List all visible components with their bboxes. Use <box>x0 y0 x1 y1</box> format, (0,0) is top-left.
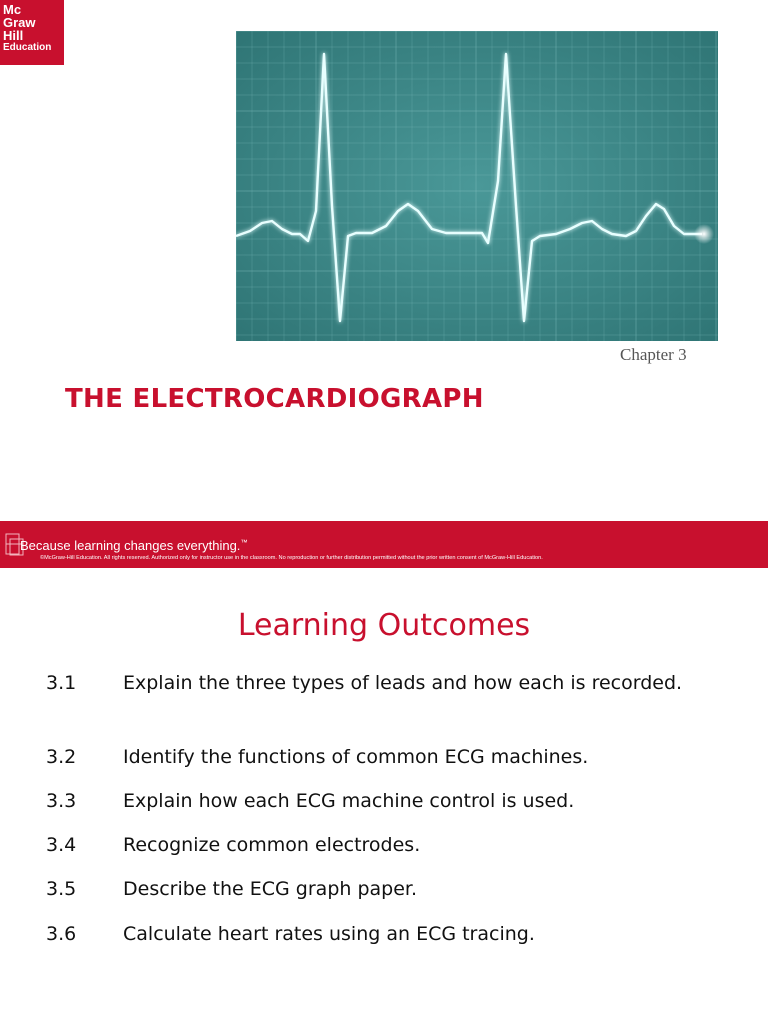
learning-outcomes-slide <box>0 576 768 1024</box>
footer-bar <box>0 521 768 568</box>
outcome-text: Explain how each ECG machine control is used. <box>123 790 575 812</box>
outcome-text: Identify the functions of common ECG machines. <box>123 746 589 768</box>
outcome-number: 3.6 <box>46 923 77 945</box>
outcome-number: 3.5 <box>46 878 77 900</box>
logo-line-2: Graw <box>3 15 36 30</box>
slide-title: THE ELECTROCARDIOGRAPH <box>65 384 484 414</box>
footer-tagline: Because learning changes everything.™ <box>20 538 248 553</box>
outcome-number: 3.2 <box>46 746 77 768</box>
outcome-item <box>46 874 726 904</box>
logo-line-4: Education <box>3 42 52 53</box>
logo-line-3: Hill <box>3 28 24 43</box>
chapter-label: Chapter 3 <box>620 345 687 364</box>
mcgraw-hill-logo <box>0 0 64 65</box>
outcome-text: Recognize common electrodes. <box>123 834 421 856</box>
outcome-number: 3.1 <box>46 672 77 694</box>
outcome-item <box>46 786 726 816</box>
outcome-number: 3.3 <box>46 790 77 812</box>
outcome-item <box>46 830 726 860</box>
footer-copyright: ©McGraw-Hill Education. All rights reserved. Authorized only for instructor use in the classroom. No reproduction or further distribution permitted without the prior written consent of McGraw-Hill Education. <box>40 555 543 561</box>
outcome-number: 3.4 <box>46 834 77 856</box>
outcome-item <box>46 668 726 698</box>
ecg-trace-image <box>236 31 718 341</box>
outcome-text: Calculate heart rates using an ECG tracing. <box>123 923 535 945</box>
outcome-item <box>46 742 726 772</box>
outcomes-title: Learning Outcomes <box>237 608 531 643</box>
logo-line-1: Mc <box>3 2 22 17</box>
outcome-text: Explain the three types of leads and how each is recorded. <box>123 672 683 694</box>
outcome-text: Describe the ECG graph paper. <box>123 878 418 900</box>
outcome-item <box>46 919 726 949</box>
